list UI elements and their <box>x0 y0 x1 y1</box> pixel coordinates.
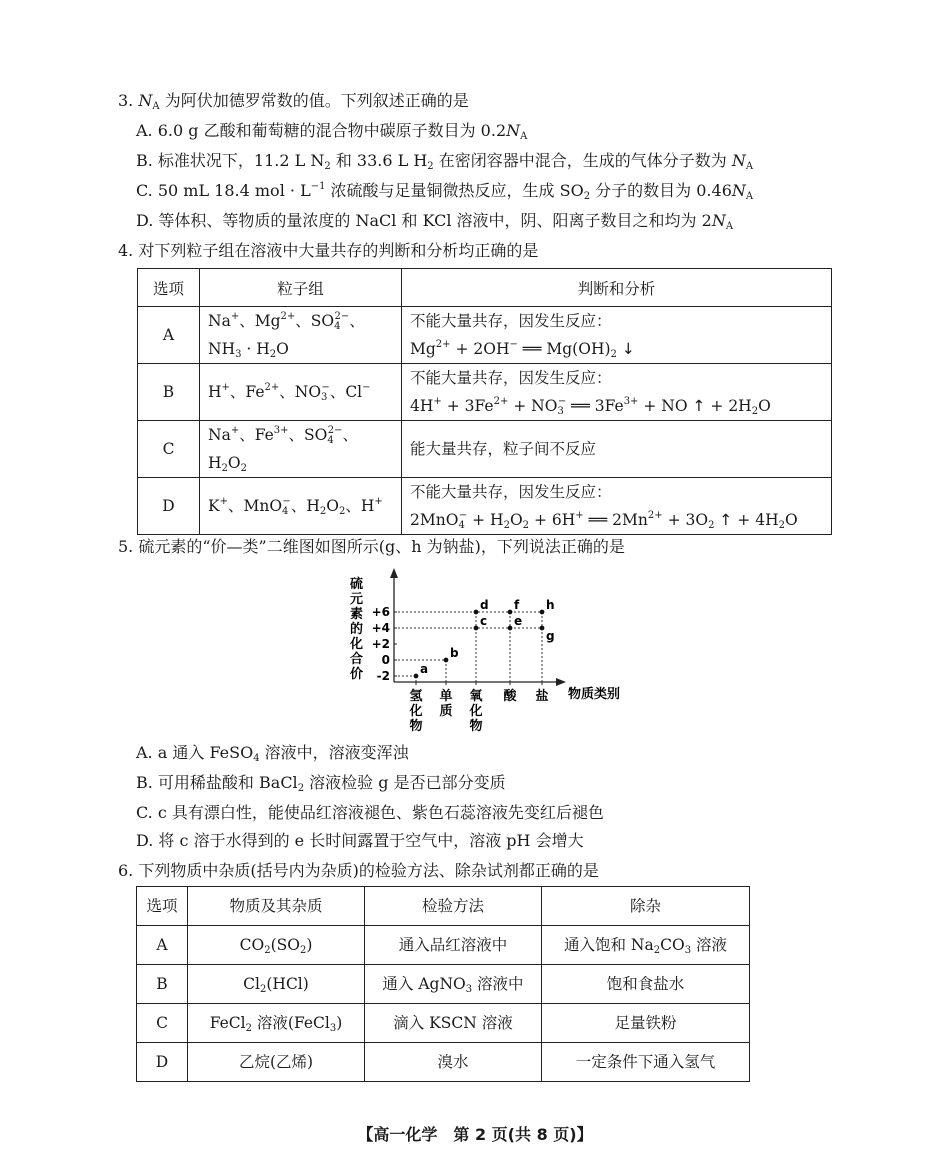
chart-category-char: 化 <box>409 704 423 719</box>
chart-point <box>474 610 479 615</box>
chart-xlabel: 物质类别 <box>568 687 621 702</box>
q4-stem: 4. 对下列粒子组在溶液中大量共存的判断和分析均正确的是 <box>118 241 539 260</box>
q4-header-option: 选项 <box>138 269 200 307</box>
q6-method: 溴水 <box>365 1043 542 1082</box>
chart-y-tick-label: +2 <box>371 637 390 651</box>
q6-table <box>136 886 750 1082</box>
q6-substance: $CO_2(SO_2)$ <box>188 926 365 965</box>
q3-stem: 3. $N_A$ 为阿伏加德罗常数的值。下列叙述正确的是 <box>118 91 469 112</box>
q5-option-b: B. 可用稀盐酸和 BaCl$_2$ 溶液检验 g 是否已部分变质 <box>136 773 506 794</box>
q3-option-d: D. 等体积、等物质的量浓度的 NaCl 和 KCl 溶液中，阴、阳离子数目之和均为 $2N_A$ <box>136 211 734 232</box>
chart-point-label: d <box>480 598 489 612</box>
chart-ylabel-char: 硫 <box>350 577 364 592</box>
chart-ylabel <box>349 576 363 682</box>
q4-row-d <box>138 478 832 535</box>
chart-ylabel-char: 元 <box>350 592 364 607</box>
q4-particles: K+、MnO$_4$−、$H_2O_2$、H+ <box>200 478 402 535</box>
q4-row-a <box>138 307 832 364</box>
chart-ylabel-char: 素 <box>350 607 364 622</box>
q6-option: D <box>137 1043 188 1082</box>
chart-y-tick-label: +4 <box>371 621 390 635</box>
chart-category-char: 盐 <box>535 689 549 704</box>
chart-y-tick-label: +6 <box>371 605 390 619</box>
chart-y-tick-label: -2 <box>376 669 390 683</box>
q4-header-particles: 粒子组 <box>200 269 402 307</box>
q3-option-c: C. 50 mL 18.4 mol · $L^{-1}$ 浓硫酸与足量铜微热反应，生成 $SO_2$ 分子的数目为 $0.46N_A$ <box>136 181 754 202</box>
chart-ylabel-char: 化 <box>350 637 364 652</box>
q6-method: 通入品红溶液中 <box>365 926 542 965</box>
chart-y-tick-label: 0 <box>381 653 390 667</box>
q5-stem: 5. 硫元素的“价—类”二维图如图所示(g、h 为钠盐)，下列说法正确的是 <box>118 537 625 556</box>
page-footer: 【高一化学 第 2 页(共 8 页)】 <box>357 1125 593 1144</box>
chart-point-label: g <box>546 629 555 643</box>
sulfur-valence-chart <box>340 566 640 736</box>
chart-point-label: e <box>514 614 523 628</box>
chart-point <box>474 626 479 631</box>
q6-option: A <box>137 926 188 965</box>
chart-point <box>540 626 545 631</box>
q6-option: B <box>137 965 188 1004</box>
q6-header-remove: 除杂 <box>542 887 750 926</box>
chart-ylabel-char: 的 <box>350 622 364 637</box>
chart-categories <box>408 682 548 734</box>
chart-category-char: 物 <box>469 719 483 734</box>
q4-row-c <box>138 421 832 478</box>
q6-header-method: 检验方法 <box>365 887 542 926</box>
q4-particles: Na+、$Fe^{3+}$、$SO_4^{2-}$、$H_2O_2$ <box>200 421 402 478</box>
q4-analysis: 不能大量共存，因发生反应： $Mg^{2+} + 2OH^-$ ══ $Mg(OH)_2$ ↓ <box>402 307 832 364</box>
chart-category-char: 物 <box>409 719 423 734</box>
q3-option-a: A. 6.0 g 乙酸和葡萄糖的混合物中碳原子数目为 $0.2N_A$ <box>136 121 528 142</box>
q4-analysis: 不能大量共存，因发生反应： $4H^+ + 3Fe^{2+} + NO_3^-$ ══ $3Fe^{3+}$ + NO ↑ + $2H_2O$ <box>402 364 832 421</box>
chart-point <box>444 658 449 663</box>
chart-category-char: 氧 <box>469 689 483 704</box>
chart-x-arrow <box>556 678 566 686</box>
chart-category-char: 单 <box>439 689 453 704</box>
q6-remove: 通入饱和 $Na_2CO_3$ 溶液 <box>542 926 750 965</box>
chart-point <box>508 610 513 615</box>
q6-row-b <box>137 965 750 1004</box>
q6-substance: 乙烷(乙烯) <box>188 1043 365 1082</box>
q4-row-b <box>138 364 832 421</box>
q4-analysis: 不能大量共存，因发生反应： $2MnO_4^- + H_2O_2 + 6H^+$ ══ $2Mn^{2+} + 3O_2$ ↑ + $4H_2O$ <box>402 478 832 535</box>
chart-point <box>414 674 419 679</box>
chart-point-label: h <box>546 598 555 612</box>
q6-method: 滴入 KSCN 溶液 <box>365 1004 542 1043</box>
q4-particles: H+、$Fe^{2+}$、$NO_3^-$、Cl− <box>200 364 402 421</box>
q5-option-d: D. 将 c 溶于水得到的 e 长时间露置于空气中，溶液 pH 会增大 <box>136 831 584 850</box>
q6-header-option: 选项 <box>137 887 188 926</box>
q6-remove: 足量铁粉 <box>542 1004 750 1043</box>
q4-option: D <box>138 478 200 535</box>
q3-option-b: B. 标准状况下，11.2 L $N_2$ 和 33.6 L $H_2$ 在密闭容器中混合，生成的气体分子数为 $N_A$ <box>136 151 754 172</box>
q6-stem: 6. 下列物质中杂质(括号内为杂质)的检验方法、除杂试剂都正确的是 <box>118 861 599 880</box>
q4-header-analysis: 判断和分析 <box>402 269 832 307</box>
q6-method: 通入 AgNO$_3$ 溶液中 <box>365 965 542 1004</box>
chart-point <box>540 610 545 615</box>
q6-substance: FeCl$_2$ 溶液(FeCl$_3$) <box>188 1004 365 1043</box>
chart-points <box>414 598 555 678</box>
q4-option: B <box>138 364 200 421</box>
chart-category-char: 质 <box>439 704 453 719</box>
q4-table <box>137 268 832 535</box>
q4-particles: Na+、$Mg^{2+}$、$SO_4^{2-}$、 $NH_3 \cdot H_2O$ <box>200 307 402 364</box>
chart-category-char: 化 <box>469 704 483 719</box>
q6-row-c <box>137 1004 750 1043</box>
q4-option: A <box>138 307 200 364</box>
q6-remove: 一定条件下通入氢气 <box>542 1043 750 1082</box>
q6-option: C <box>137 1004 188 1043</box>
chart-ylabel-char: 合 <box>350 652 364 667</box>
q6-row-a <box>137 926 750 965</box>
q4-option: C <box>138 421 200 478</box>
q6-row-d <box>137 1043 750 1082</box>
chart-ticks <box>372 605 397 683</box>
chart-category-char: 氢 <box>409 689 423 704</box>
q6-substance: $Cl_2(HCl)$ <box>188 965 365 1004</box>
q6-remove: 饱和食盐水 <box>542 965 750 1004</box>
chart-point <box>508 626 513 631</box>
q5-option-c: C. c 具有漂白性，能使品红溶液褪色、紫色石蕊溶液先变红后褪色 <box>136 803 604 822</box>
chart-point-label: c <box>480 614 488 628</box>
chart-point-label: f <box>514 598 520 612</box>
chart-point-label: b <box>450 646 459 660</box>
q6-header-substance: 物质及其杂质 <box>188 887 365 926</box>
q4-analysis: 能大量共存，粒子间不反应 <box>402 421 832 478</box>
chart-y-arrow <box>390 568 398 578</box>
chart-point-label: a <box>420 662 429 676</box>
q5-option-a: A. a 通入 FeSO$_4$ 溶液中，溶液变浑浊 <box>136 743 409 764</box>
chart-category-char: 酸 <box>503 689 517 704</box>
chart-ylabel-char: 价 <box>350 667 364 682</box>
